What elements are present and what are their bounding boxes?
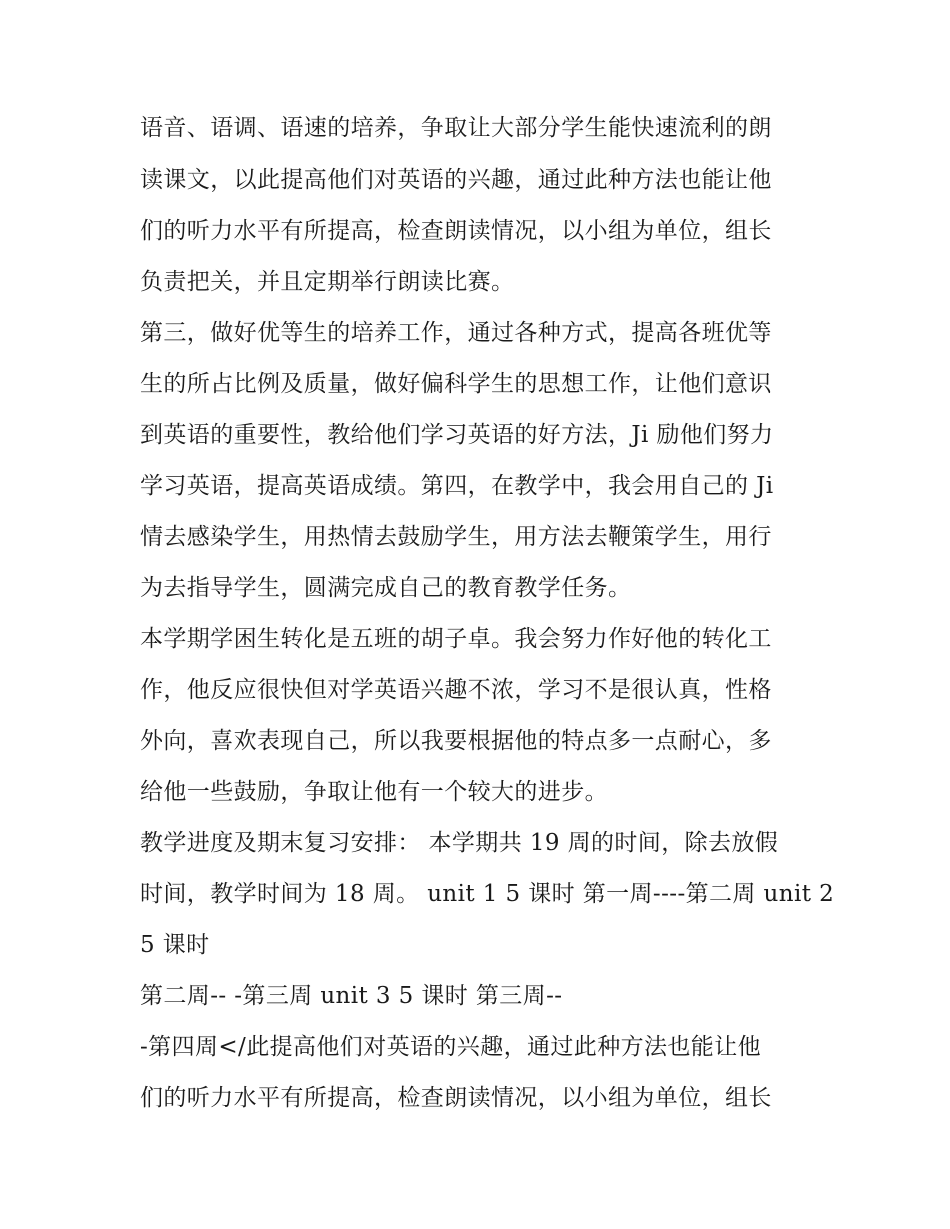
text-line: 第三，做好优等生的培养工作，通过各种方式，提高各班优等 [140,320,772,346]
text-line: 给他一些鼓励，争取让他有一个较大的进步。 [140,779,608,805]
text-line: 本学期学困生转化是五班的胡子卓。我会努力作好他的转化工 [140,626,772,652]
text-line: 时间，教学时间为 18 周。 unit 1 5 课时 第一周----第二周 unit 2 [140,881,835,907]
text-line: 第二周-- -第三周 unit 3 5 课时 第三周-- [140,983,563,1009]
text-line: 情去感染学生，用热情去鼓励学生，用方法去鞭策学生，用行 [140,524,772,550]
text-line: 学习英语，提高英语成绩。第四，在教学中，我会用自己的 Ji [140,473,774,499]
text-line: 们的听力水平有所提高，检查朗读情况，以小组为单位，组长 [140,1085,772,1111]
text-line: 负责把关，并且定期举行朗读比赛。 [140,269,515,295]
text-line: 到英语的重要性，教给他们学习英语的好方法，Ji 励他们努力 [140,422,774,448]
text-line: 教学进度及期末复习安排： 本学期共 19 周的时间，除去放假 [140,830,779,856]
text-line: 为去指导学生，圆满完成自己的教育教学任务。 [140,575,632,601]
text-line: 语音、语调、语速的培养，争取让大部分学生能快速流利的朗 [140,115,772,141]
text-line: 作，他反应很快但对学英语兴趣不浓，学习不是很认真，性格 [140,677,772,703]
text-line: 5 课时 [140,932,210,958]
text-line: 外向，喜欢表现自己，所以我要根据他的特点多一点耐心，多 [140,728,772,754]
text-line: 们的听力水平有所提高，检查朗读情况，以小组为单位，组长 [140,218,772,244]
text-line: 生的所占比例及质量，做好偏科学生的思想工作，让他们意识 [140,371,772,397]
text-line: 读课文，以此提高他们对英语的兴趣，通过此种方法也能让他 [140,167,772,193]
text-line: -第四周</此提高他们对英语的兴趣，通过此种方法也能让他 [140,1034,761,1060]
